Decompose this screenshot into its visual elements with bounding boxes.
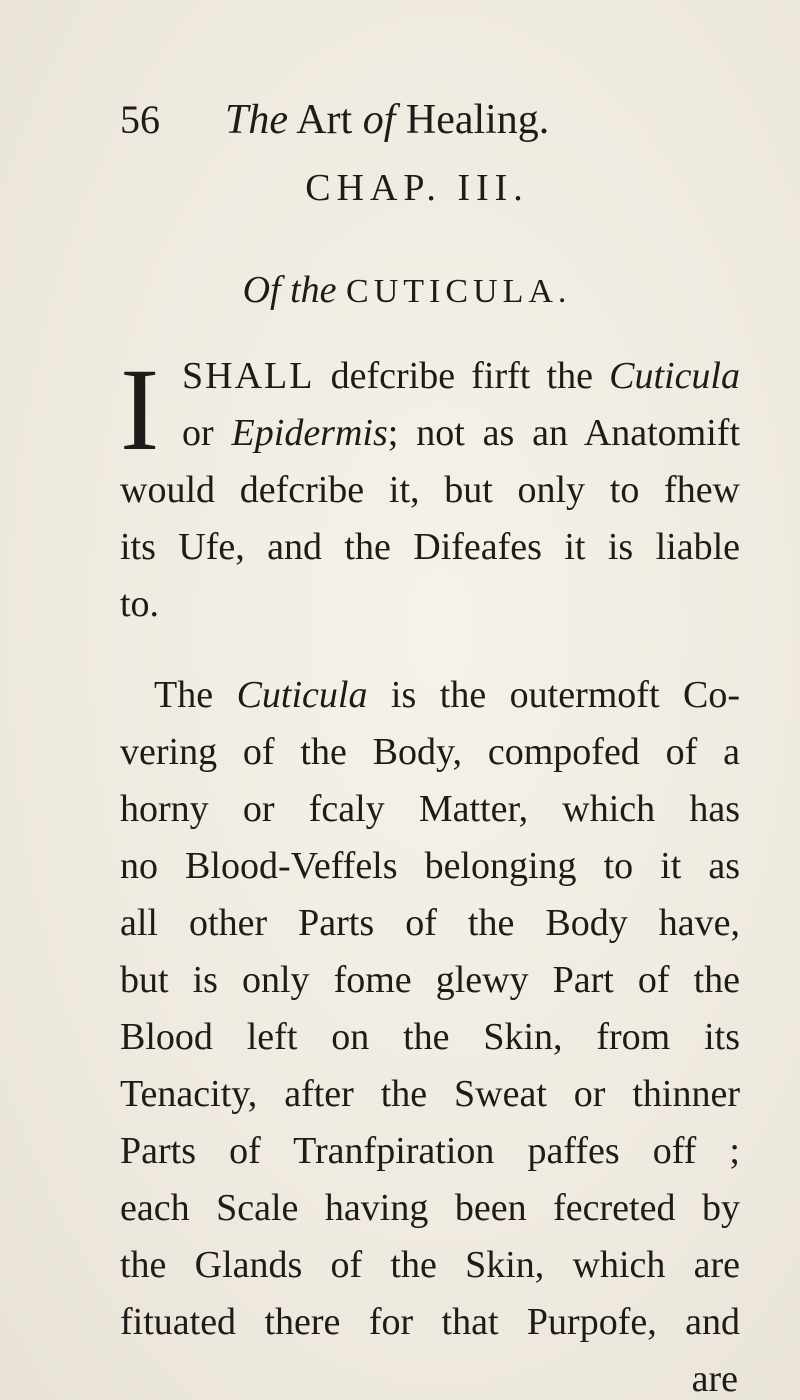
opening-caps: SHALL [182,355,315,397]
paragraph-2 [120,667,740,1400]
line-text: or [182,412,232,454]
running-title-the: The [225,97,288,143]
drop-cap: I [120,344,160,475]
italic-term: Epidermis [231,412,388,454]
text-line [120,667,740,724]
paragraph-gap [120,633,740,667]
running-title-of: of [362,97,396,143]
text-line [120,348,740,405]
text-line: to. [120,583,160,625]
italic-term: Cuticula [236,674,368,716]
paragraph-1 [120,344,740,633]
running-title [225,92,549,148]
text-line: vering of the Body, compofed of a [120,731,740,773]
text-line: Tenacity, after the Sweat or thinner [120,1073,740,1115]
chapter-subtitle-cuticula: CUTICULA. [346,273,572,310]
text-line: Parts of Tranfpiration paffes off ; [120,1130,740,1172]
line-text: The [154,674,237,716]
chapter-heading: CHAP. III. [305,167,529,209]
running-title-healing: Healing. [405,97,550,143]
text-line: each Scale having been fecreted by [120,1187,740,1229]
text-line: the Glands of the Skin, which are [120,1244,740,1286]
text-line [120,405,740,462]
text-line: its Ufe, and the Difeafes it is liable [120,526,740,568]
chapter-subtitle-of-the: Of the [242,269,337,311]
catchword: are [691,1358,738,1400]
text-line: horny or fcaly Matter, which has [120,788,740,830]
body-text [120,344,740,1400]
text-line: no Blood-Veffels belonging to it as [120,845,740,887]
line-text: is the outermoft Co- [367,674,740,716]
italic-term: Cuticula [609,355,740,397]
line-text: defcribe firft the [314,355,610,397]
text-line: would defcribe it, but only to fhew [120,469,740,511]
page-number: 56 [120,97,160,142]
text-line: but is only fome glewy Part of the [120,959,740,1001]
text-line: all other Parts of the Body have, [120,902,740,944]
line-text: ; not as an Anatomift [387,412,740,454]
running-title-art: Art [296,97,353,143]
running-head [120,92,680,148]
text-line: fituated there for that Purpofe, and [120,1301,740,1343]
text-line: Blood left on the Skin, from its [120,1016,740,1058]
chapter-subtitle [0,262,800,320]
